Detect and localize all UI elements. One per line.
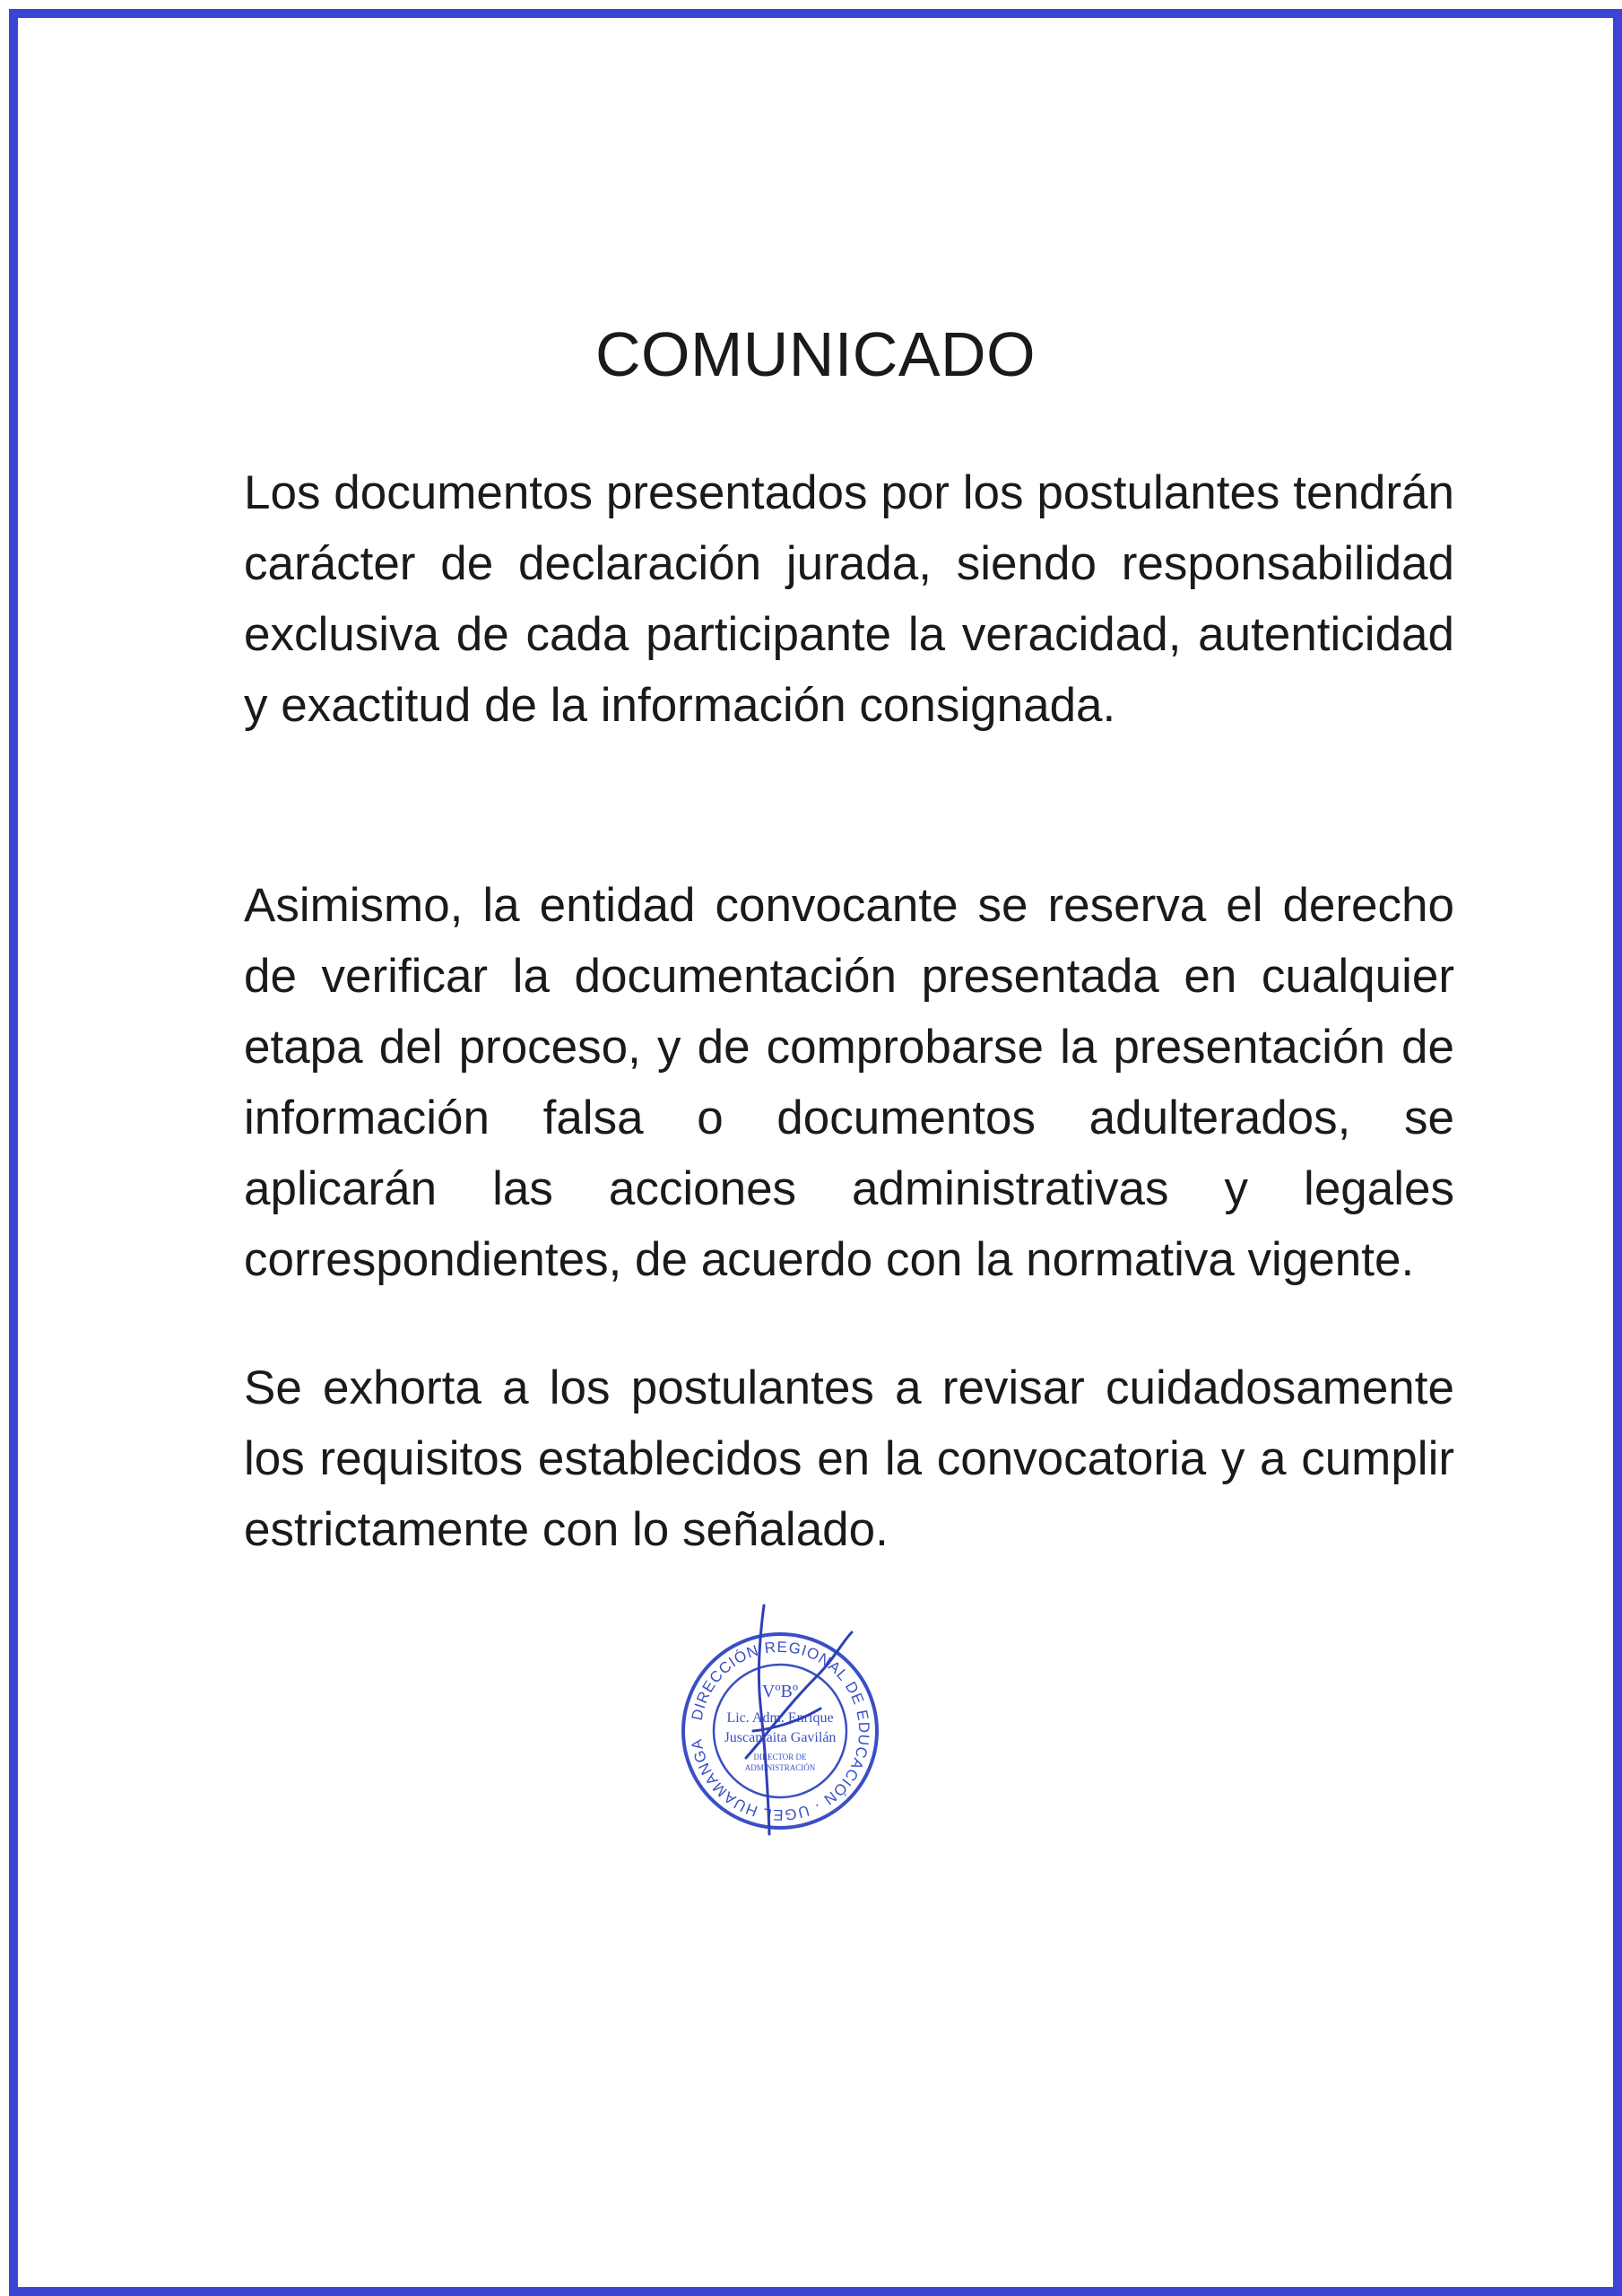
seal-vb-text: VºBº — [761, 1682, 799, 1701]
seal-ring-text: DIRECCIÓN REGIONAL DE EDUCACIÓN · UGEL HUAMANGA — [688, 1638, 873, 1824]
document-title: COMUNICADO — [594, 319, 1037, 389]
seal-name-line1: Lic. Adm. Enrique — [726, 1710, 834, 1726]
paragraph-declaracion-jurada: Los documentos presentados por los postulantes tendrán carácter de declaración jurada, siendo responsabilidad exclusiva de cada participante la veracidad, autenticidad y exactitud de la información consignada. — [244, 466, 1454, 732]
page-frame — [9, 9, 1622, 2296]
official-seal-stamp — [664, 1596, 897, 1848]
paragraph-exhortacion: Se exhorta a los postulantes a revisar cuidadosamente los requisitos establecidos en la convocatoria y a cumplir estrictamente con lo señalado. — [244, 1361, 1454, 1556]
seal-role-line1: DIRECTOR DE — [753, 1752, 807, 1761]
paragraph-verificacion: Asimismo, la entidad convocante se reserva el derecho de verificar la documentación presentada en cualquier etapa del proceso, y de comprobarse la presentación de información falsa o documentos adulterados, se aplicarán las acciones administrativas y legales correspondientes, de acuerdo con la normativa vigente. — [244, 879, 1454, 1286]
seal-name-line2: Juscamaita Gavilán — [724, 1730, 837, 1745]
seal-role-line2: ADMINISTRACIÓN — [744, 1763, 816, 1772]
